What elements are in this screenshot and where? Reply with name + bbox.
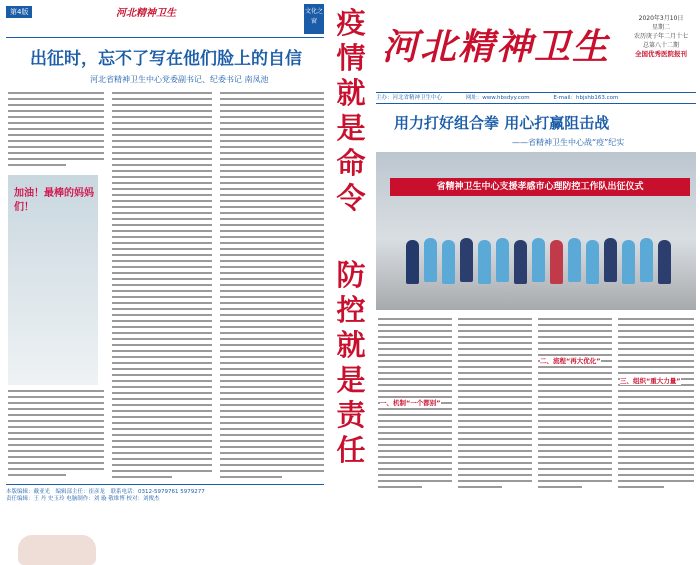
header-rule — [6, 37, 324, 38]
person-figure — [658, 240, 671, 284]
lead-article-body — [376, 316, 696, 498]
section-heading-3: 三、组织“重大力量” — [620, 377, 681, 385]
slogan-char: 控 — [336, 293, 366, 327]
lead-text-col-4 — [618, 318, 694, 496]
center-slogan — [332, 6, 370, 476]
award-label: 全国优秀医院报刊 — [635, 50, 687, 58]
body-text-col-2 — [112, 92, 212, 482]
issue-date-box — [626, 14, 696, 59]
person-figure — [514, 240, 527, 284]
issue-lunar-date: 农历庚子年二月十七 — [633, 33, 688, 40]
photo-hand-illustration — [18, 535, 96, 565]
masthead-logo: 河北精神卫生 — [381, 26, 610, 68]
slogan-char: 防 — [336, 258, 366, 292]
person-figure — [550, 240, 563, 284]
website-label: 网址：www.hbsdyy.com — [465, 95, 530, 101]
email-label: E-mail：hbjshb163.com — [553, 95, 619, 101]
lead-text-col-3 — [538, 318, 612, 496]
article-title: 出征时，忘不了写在他们脸上的自信 — [30, 49, 302, 69]
person-figure — [640, 238, 653, 282]
slogan-char: 就 — [336, 76, 366, 110]
slogan-char: 责 — [336, 398, 366, 432]
mini-masthead-logo: 河北精神卫生 — [116, 8, 176, 19]
slogan-char: 任 — [336, 433, 366, 467]
person-figure — [622, 240, 635, 284]
issue-date: 2020年3月10日 — [638, 15, 684, 22]
left-page-header — [6, 4, 324, 36]
slogan-char: 令 — [336, 181, 366, 215]
slogan-char: 就 — [336, 328, 366, 362]
lead-text-col-1 — [378, 318, 452, 496]
slogan-char: 是 — [336, 363, 366, 397]
person-figure — [586, 240, 599, 284]
person-figure — [442, 240, 455, 284]
person-figure — [604, 238, 617, 282]
lead-headline: 用力打好组合拳 用心打赢阻击战 — [394, 114, 610, 132]
page-number-badge: 第4版 — [6, 6, 32, 18]
person-figure — [478, 240, 491, 284]
body-text-col-1 — [8, 92, 104, 172]
body-text-col-3 — [220, 92, 324, 482]
article-byline: 河北省精神卫生中心党委副书记、纪委书记 南凤池 — [90, 75, 269, 84]
issue-number: 总第八十二期 — [642, 42, 679, 49]
slogan-char: 疫 — [336, 6, 366, 40]
publisher-label: 主办：河北省精神卫生中心 — [376, 95, 443, 101]
ceremony-banner: 省精神卫生中心支援孝感市心理防控工作队出征仪式 — [390, 178, 690, 196]
issue-weekday: 星期二 — [651, 24, 670, 31]
person-figure — [568, 238, 581, 282]
left-page — [0, 0, 330, 505]
article-photo — [8, 175, 98, 385]
person-figure — [460, 238, 473, 282]
right-page — [372, 0, 700, 505]
slogan-column-1 — [332, 6, 370, 216]
left-page-footer-2: 责任编辑：王 丹 史玉玲 电脑制作：刘 璇 敬维博 校对：刘俊杰 — [6, 496, 160, 502]
person-figure — [406, 240, 419, 284]
person-figure — [424, 238, 437, 282]
slogan-column-2 — [332, 258, 370, 468]
person-figure — [496, 238, 509, 282]
lead-text-col-2 — [458, 318, 532, 496]
slogan-char: 是 — [336, 111, 366, 145]
body-text-col-1b — [8, 390, 104, 480]
team-ceremony-photo — [376, 152, 696, 310]
slogan-char: 命 — [336, 146, 366, 180]
section-heading-1: 一、机制“一个都别” — [380, 399, 441, 407]
slogan-char: 情 — [336, 41, 366, 75]
left-page-footer: 本版编辑：戴亚光 编辑部主任：崔彦龙 联系电话：0312-5979761 5979277 — [6, 484, 324, 495]
photo-caption: 加油！最棒的妈妈们！ — [14, 188, 94, 213]
person-figure — [532, 238, 545, 282]
lead-subheadline: ——省精神卫生中心战“疫”纪实 — [512, 138, 625, 147]
section-heading-2: 二、流程“再大优化” — [540, 357, 601, 365]
section-badge: 文化之窗 — [304, 4, 324, 34]
masthead-info-bar — [376, 92, 696, 104]
